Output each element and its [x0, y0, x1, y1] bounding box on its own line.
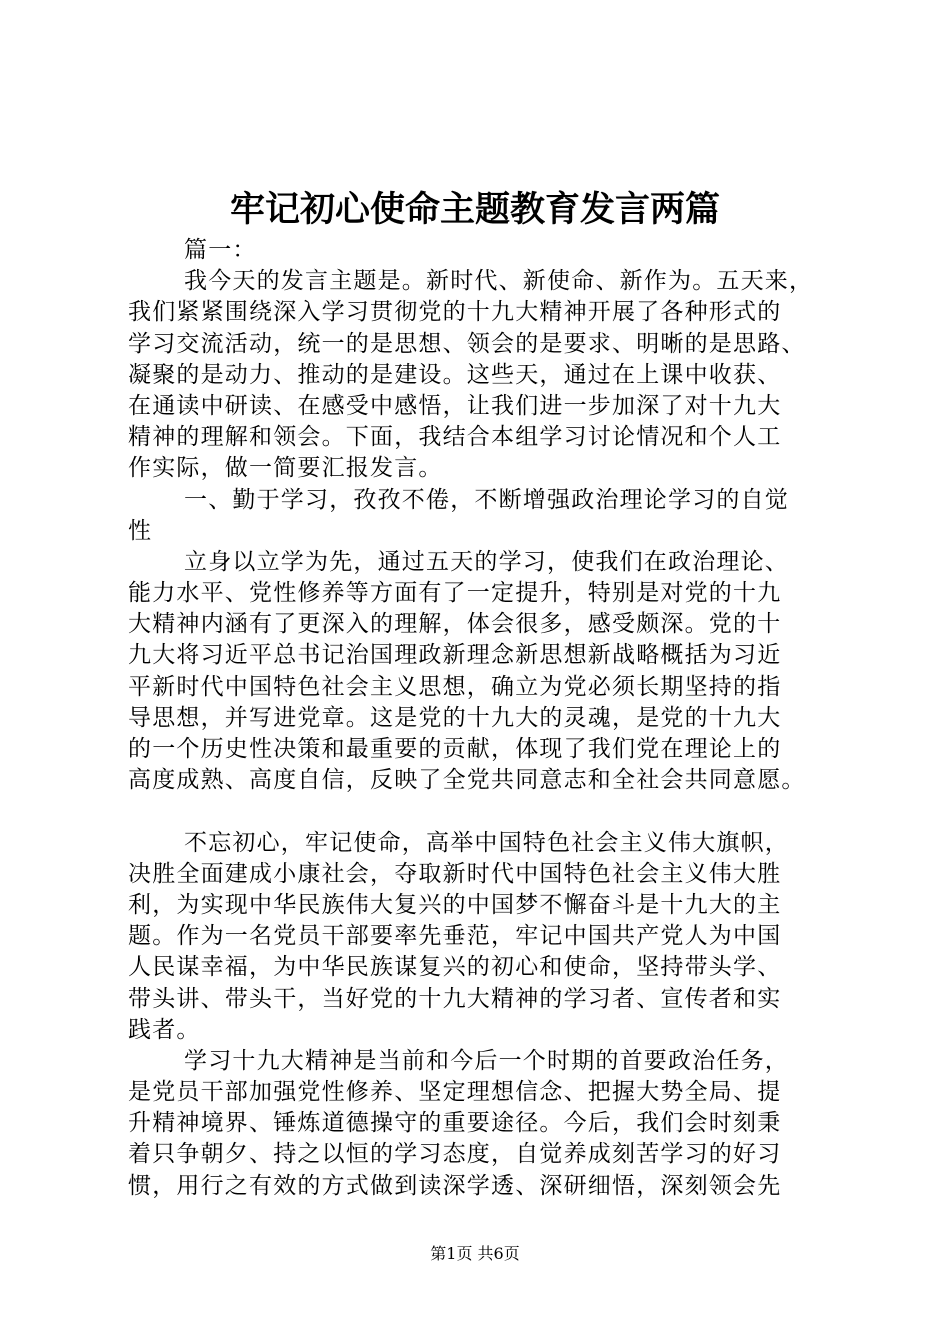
paragraph-line: 带头讲、带头干，当好党的十九大精神的学习者、宣传者和实	[128, 985, 782, 1012]
paragraph-line: 学习十九大精神是当前和今后一个时期的首要政治任务，	[184, 1047, 789, 1074]
section-heading: 一、勤于学习，孜孜不倦，不断增强政治理论学习的自觉	[184, 486, 789, 513]
paragraph-line: 践者。	[128, 1016, 201, 1043]
section-label: 篇一：	[184, 237, 257, 263]
paragraph-line: 凝聚的是动力、推动的是建设。这些天，通过在上课中收获、	[128, 361, 782, 388]
section-heading-continued: 性	[128, 517, 153, 544]
paragraph-line: 是党员干部加强党性修养、坚定理想信念、把握大势全局、提	[128, 1079, 782, 1106]
paragraph-line: 高度成熟、高度自信，反映了全党共同意志和全社会共同意愿。	[128, 767, 806, 794]
paragraph-line: 九大将习近平总书记治国理政新理念新思想新战略概括为习近	[128, 642, 782, 669]
blank-line	[128, 796, 848, 827]
paragraph-line: 精神的理解和领会。下面，我结合本组学习讨论情况和个人工	[128, 424, 782, 451]
paragraph-line: 导思想，并写进党章。这是党的十九大的灵魂，是党的十九大	[128, 704, 782, 731]
paragraph-line: 在通读中研读、在感受中感悟，让我们进一步加深了对十九大	[128, 392, 782, 419]
paragraph-line: 不忘初心，牢记使命，高举中国特色社会主义伟大旗帜，	[184, 829, 789, 856]
paragraph-line: 作实际，做一简要汇报发言。	[128, 455, 443, 482]
paragraph-line: 决胜全面建成小康社会，夺取新时代中国特色社会主义伟大胜	[128, 860, 782, 887]
document-title: 牢记初心使命主题教育发言两篇	[229, 189, 720, 230]
paragraph-line: 立身以立学为先，通过五天的学习，使我们在政治理论、	[184, 548, 789, 575]
paragraph-line: 大精神内涵有了更深入的理解，体会很多，感受颇深。党的十	[128, 611, 782, 638]
paragraph-line: 我们紧紧围绕深入学习贯彻党的十九大精神开展了各种形式的	[128, 299, 782, 326]
paragraph-line: 题。作为一名党员干部要率先垂范，牢记中国共产党人为中国	[128, 923, 782, 950]
paragraph-line: 着只争朝夕、持之以恒的学习态度，自觉养成刻苦学习的好习	[128, 1141, 782, 1168]
document-body	[128, 235, 848, 1202]
paragraph-line: 利，为实现中华民族伟大复兴的中国梦不懈奋斗是十九大的主	[128, 891, 782, 918]
paragraph-line: 平新时代中国特色社会主义思想，确立为党必须长期坚持的指	[128, 673, 782, 700]
paragraph-line: 惯，用行之有效的方式做到读深学透、深研细悟，深刻领会先	[128, 1172, 782, 1199]
paragraph-line: 学习交流活动，统一的是思想、领会的是要求、明晰的是思路、	[128, 330, 806, 357]
paragraph-line: 升精神境界、锤炼道德操守的重要途径。今后，我们会时刻秉	[128, 1110, 782, 1137]
paragraph-line: 我今天的发言主题是。新时代、新使命、新作为。五天来，	[184, 268, 814, 295]
paragraph-line: 能力水平、党性修养等方面有了一定提升，特别是对党的十九	[128, 580, 782, 607]
page-number-footer: 第1页 共6页	[430, 1244, 520, 1263]
paragraph-line: 的一个历史性决策和最重要的贡献，体现了我们党在理论上的	[128, 736, 782, 762]
paragraph-line: 人民谋幸福，为中华民族谋复兴的初心和使命，坚持带头学、	[128, 954, 782, 981]
